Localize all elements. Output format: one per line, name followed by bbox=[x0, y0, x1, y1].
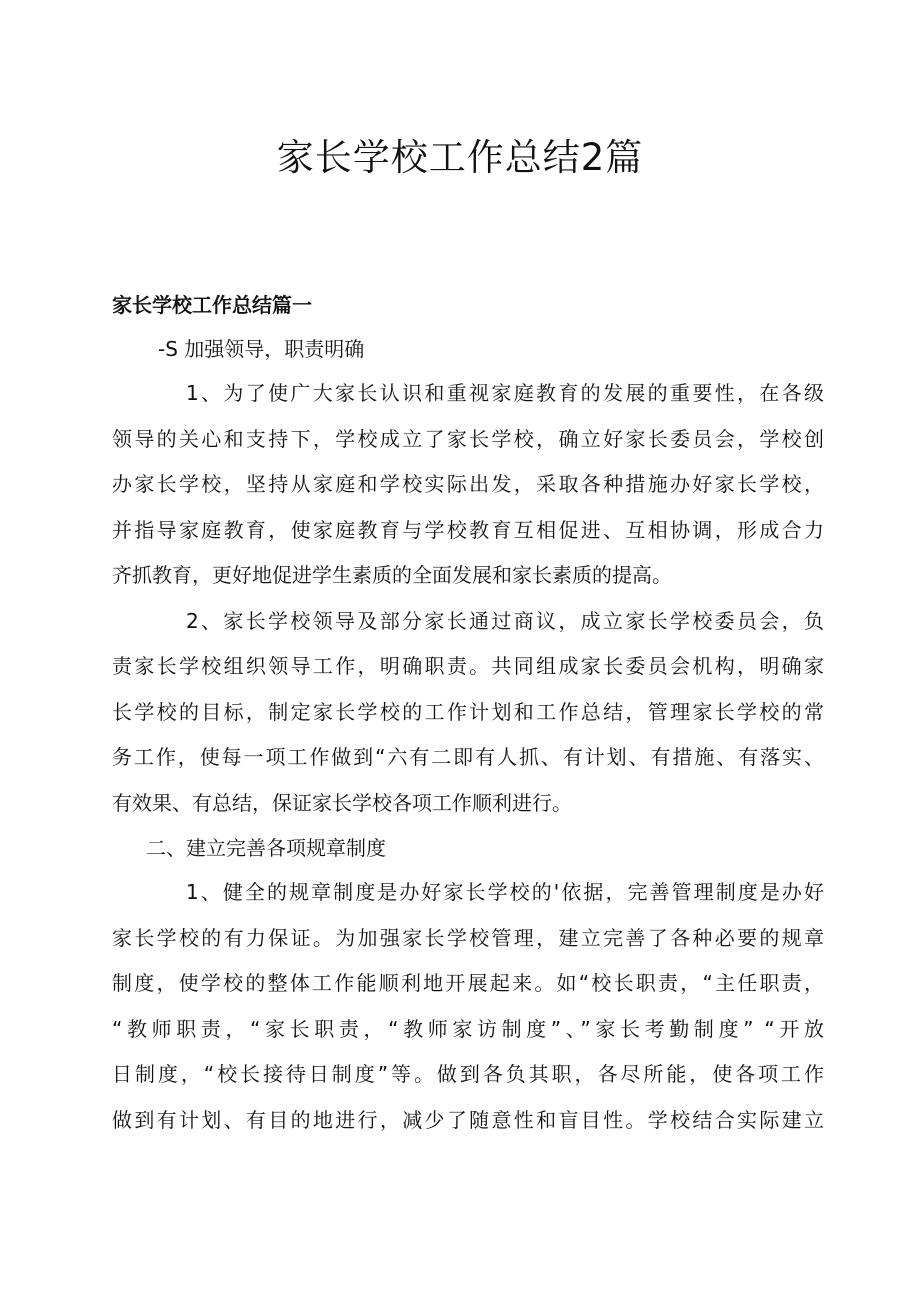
paragraph-line: “教师职责，“家长职责，“教师家访制度”、”家长考勤制度” “开放 bbox=[112, 1016, 824, 1041]
section-heading: 家长学校工作总结篇一 bbox=[112, 293, 312, 317]
paragraph-line: 制度，使学校的整体工作能顺利地开展起来。如“校长职责，“主任职责， bbox=[112, 971, 824, 995]
paragraph-line: 责家长学校组织领导工作，明确职责。共同组成家长委员会机构，明确家 bbox=[112, 654, 824, 678]
paragraph-3 bbox=[112, 870, 824, 1143]
subheading-regulations: 二、建立完善各项规章制度 bbox=[146, 836, 386, 860]
document-body bbox=[112, 283, 824, 1143]
paragraph-line: 齐抓教育，更好地促进学生素质的全面发展和家长素质的提高。 bbox=[112, 563, 672, 587]
paragraph-line: 家长学校的有力保证。为加强家长学校管理，建立完善了各种必要的规章 bbox=[112, 925, 824, 950]
paragraph-1 bbox=[112, 371, 824, 599]
paragraph-line: 2、家长学校领导及部分家长通过商议，成立家长学校委员会，负 bbox=[186, 608, 824, 633]
paragraph-line: 日制度，“校长接待日制度”等。做到各负其职，各尽所能，使各项工作 bbox=[112, 1062, 824, 1086]
paragraph-line: 并指导家庭教育，使家庭教育与学校教育互相促进、互相协调，形成合力 bbox=[112, 517, 824, 542]
paragraph-line: 务工作，使每一项工作做到“六有二即有人抓、有计划、有措施、有落实、 bbox=[112, 745, 824, 769]
paragraph-line: 做到有计划、有目的地进行，减少了随意性和盲目性。学校结合实际建立 bbox=[112, 1107, 824, 1132]
paragraph-2 bbox=[112, 599, 824, 827]
paragraph-line: 办家长学校，坚持从家庭和学校实际出发，采取各种措施办好家长学校， bbox=[112, 472, 824, 496]
paragraph-line: 1、健全的规章制度是办好家长学校的'依据，完善管理制度是办好 bbox=[186, 880, 824, 904]
paragraph-line: 有效果、有总结，保证家长学校各项工作顺利进行。 bbox=[112, 790, 572, 815]
paragraph-line: 长学校的目标，制定家长学校的工作计划和工作总结，管理家长学校的常 bbox=[112, 699, 824, 724]
subheading-leadership: -S 加强领导，职责明确 bbox=[158, 337, 365, 361]
document-title: 家长学校工作总结2篇 bbox=[276, 136, 644, 179]
paragraph-line: 领导的关心和支持下，学校成立了家长学校，确立好家长委员会，学校创 bbox=[112, 426, 824, 451]
paragraph-line: 1、为了使广大家长认识和重视家庭教育的发展的重要性，在各级 bbox=[186, 381, 824, 405]
